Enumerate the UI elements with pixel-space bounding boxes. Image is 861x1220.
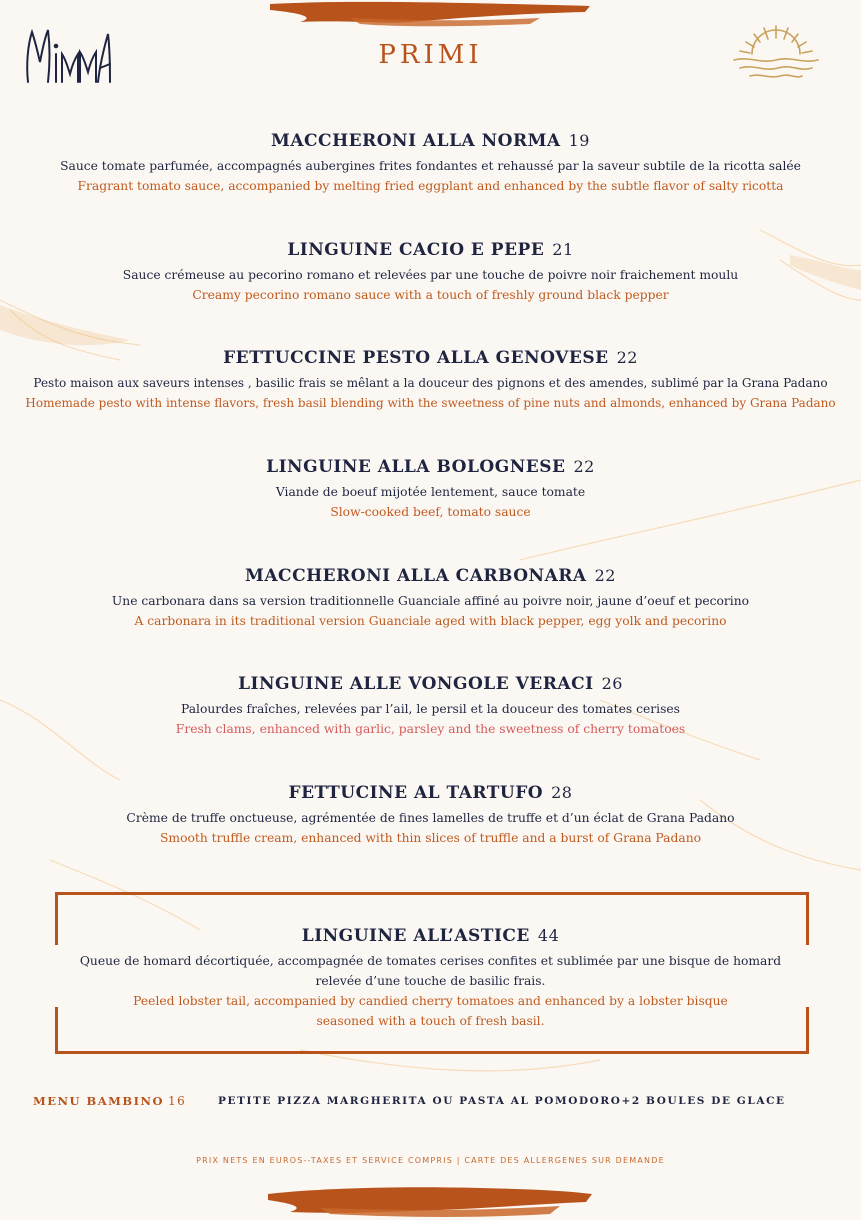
- dish-description-fr: Palourdes fraîches, relevées par l’ail, le persil et la douceur des tomates cerises: [180, 702, 680, 716]
- dish-description-fr: Viande de boeuf mijotée lentement, sauce tomate: [275, 485, 586, 499]
- dish-item: [0, 347, 861, 413]
- dish-item: [0, 239, 861, 305]
- dish-description-en: Slow-cooked beef, tomato sauce: [330, 505, 531, 519]
- menu-bambino-label: [33, 1094, 186, 1108]
- dish-price: 22: [594, 566, 616, 585]
- dish-price: 21: [552, 240, 574, 259]
- dish-price: 44: [537, 926, 560, 945]
- dish-name: LINGUINE ALLE VONGOLE VERACI: [238, 674, 594, 694]
- brush-stroke-top: [260, 0, 600, 40]
- dish-description-en: Smooth truffle cream, enhanced with thin slices of truffle and a burst of Grana Padano: [159, 831, 702, 845]
- dish-price: 19: [568, 131, 590, 150]
- dish-price: 22: [573, 457, 595, 476]
- dish-name: FETTUCCINE PESTO ALLA GENOVESE: [223, 348, 609, 368]
- dish-name: FETTUCINE AL TARTUFO: [288, 783, 544, 803]
- dish-price: 26: [601, 674, 623, 693]
- dish-description-fr-line1: Queue de homard décortiquée, accompagnée de tomates cerises confites et sublimée par une bisque de homard: [79, 954, 782, 968]
- bambino-title: MENU BAMBINO: [33, 1094, 165, 1108]
- brush-stroke-bottom: [260, 1180, 600, 1220]
- dish-item: [0, 565, 861, 631]
- dish-description-en-line1: Peeled lobster tail, accompanied by candied cherry tomatoes and enhanced by a lobster bisque: [133, 994, 728, 1008]
- section-title: PRIMI: [378, 40, 483, 70]
- dish-name: MACCHERONI ALLA NORMA: [271, 131, 561, 151]
- dish-item: [0, 673, 861, 739]
- dish-description-fr: Une carbonara dans sa version traditionnelle Guanciale affiné au poivre noir, jaune d’oeuf et pecorino: [111, 594, 750, 608]
- special-dish: [0, 925, 861, 1031]
- footer-note: PRIX NETS EN EUROS--TAXES ET SERVICE COMPRIS | CARTE DES ALLERGENES SUR DEMANDE: [196, 1156, 665, 1165]
- dish-description-fr-line2: relevée d’une touche de basilic frais.: [315, 974, 546, 988]
- dish-price: 22: [616, 348, 638, 367]
- dish-description-en: Fresh clams, enhanced with garlic, parsley and the sweetness of cherry tomatoes: [175, 722, 686, 736]
- sunset-icon: [730, 24, 822, 84]
- bambino-description: PETITE PIZZA MARGHERITA OU PASTA AL POMODORO+2 BOULES DE GLACE: [218, 1095, 786, 1107]
- dish-price: 28: [551, 783, 573, 802]
- dish-item: [0, 456, 861, 522]
- dish-description-en-line2: seasoned with a touch of fresh basil.: [316, 1014, 545, 1028]
- dish-name: LINGUINE ALL’ASTICE: [301, 926, 530, 946]
- dish-name: LINGUINE ALLA BOLOGNESE: [266, 457, 566, 477]
- dish-description-en: Fragrant tomato sauce, accompanied by melting fried eggplant and enhanced by the subtle flavor of salty ricotta: [77, 179, 784, 193]
- dish-description-fr: Sauce tomate parfumée, accompagnés aubergines frites fondantes et rehaussé par la saveur subtile de la ricotta salée: [60, 159, 801, 173]
- dish-description-fr: Pesto maison aux saveurs intenses , basilic frais se mêlant a la douceur des pignons et des amendes, sublimé par la Grana Padano: [33, 376, 828, 390]
- dish-description-fr: Sauce crémeuse au pecorino romano et relevées par une touche de poivre noir fraichement moulu: [122, 268, 739, 282]
- dish-item: [0, 130, 861, 196]
- dish-description-en: A carbonara in its traditional version Guanciale aged with black pepper, egg yolk and pecorino: [134, 614, 727, 628]
- dish-name: MACCHERONI ALLA CARBONARA: [245, 566, 587, 586]
- dish-name: LINGUINE CACIO E PEPE: [287, 240, 545, 260]
- dish-description-en: Creamy pecorino romano sauce with a touch of freshly ground black pepper: [192, 288, 669, 302]
- bambino-price: 16: [168, 1094, 187, 1108]
- dish-description-fr: Crème de truffe onctueuse, agrémentée de fines lamelles de truffe et d’un éclat de Grana Padano: [126, 811, 735, 825]
- dish-item: [0, 782, 861, 848]
- dish-description-en: Homemade pesto with intense flavors, fresh basil blending with the sweetness of pine nuts and almonds, enhanced by Grana Padano: [25, 396, 836, 410]
